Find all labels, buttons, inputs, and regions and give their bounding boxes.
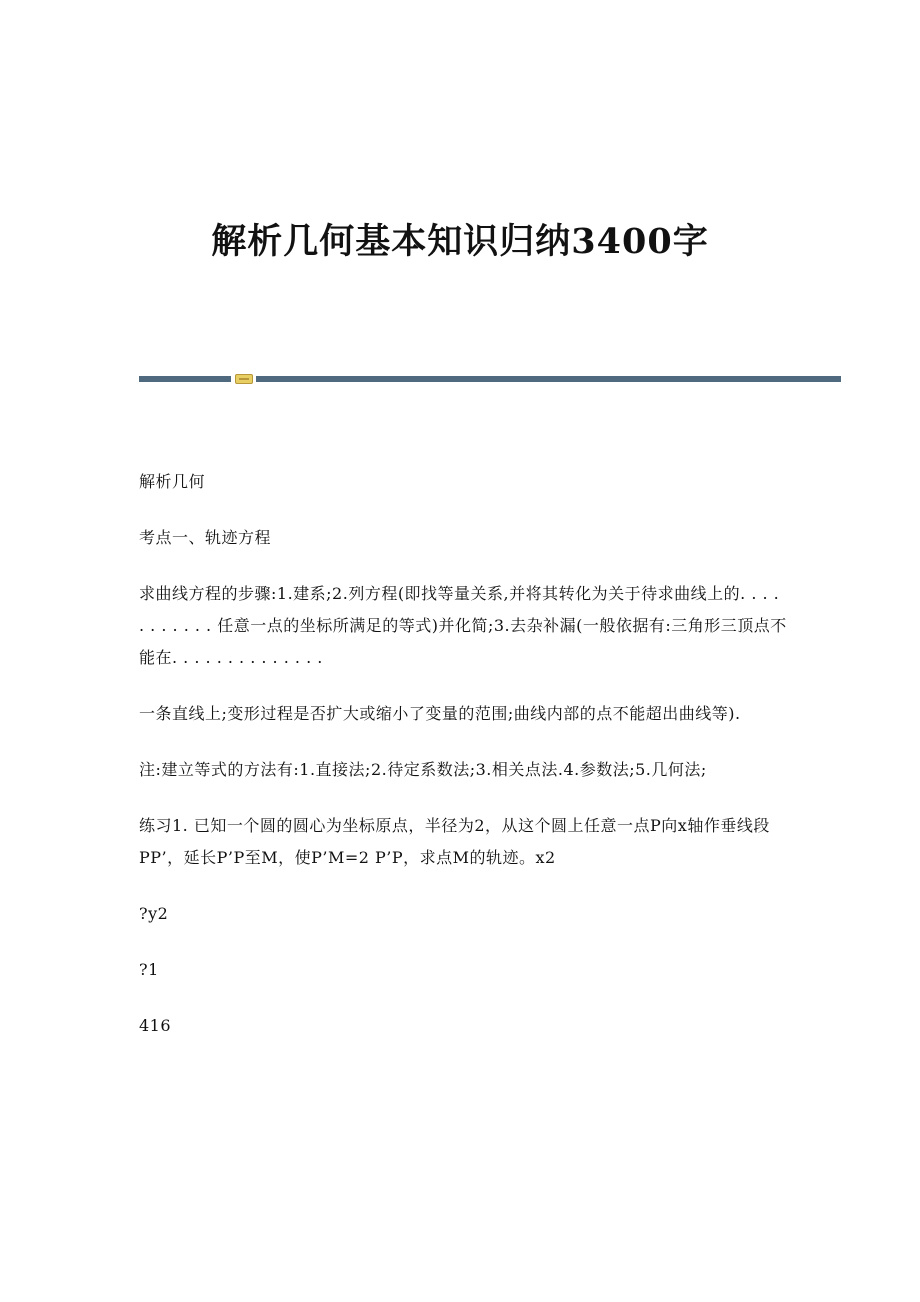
body-paragraph: 求曲线方程的步骤:1.建系;2.列方程(即找等量关系,并将其转化为关于待求曲线上的. . . . . . . . . . . 任意一点的坐标所满足的等式)并化简;3.去杂补漏(一般依据有:三角形三顶点不能在. . . . . . . . . . . . . .: [139, 584, 787, 667]
subsection-heading: 考点一、轨迹方程: [139, 528, 272, 547]
title-divider: [139, 374, 841, 384]
divider-bar-right: [256, 376, 841, 382]
formula-fragment: ?y2: [139, 904, 169, 923]
exercise-paragraph: 练习1. 已知一个圆的圆心为坐标原点，半径为2，从这个圆上任意一点P向x轴作垂线段PP’，延长P’P至M，使P’M=2 P’P，求点M的轨迹。x2: [139, 816, 770, 867]
document-body: [139, 466, 789, 1066]
note-paragraph: 注:建立等式的方法有:1.直接法;2.待定系数法;3.相关点法.4.参数法;5.几何法;: [139, 760, 707, 779]
formula-fragment: ?1: [139, 960, 159, 979]
formula-fragment: 416: [139, 1016, 172, 1035]
divider-bar-left: [139, 376, 231, 382]
section-heading: 解析几何: [139, 472, 206, 491]
page-title: 解析几何基本知识归纳3400字: [211, 221, 709, 262]
divider-ornament-icon: [235, 374, 253, 384]
body-paragraph: 一条直线上;变形过程是否扩大或缩小了变量的范围;曲线内部的点不能超出曲线等).: [139, 704, 741, 723]
